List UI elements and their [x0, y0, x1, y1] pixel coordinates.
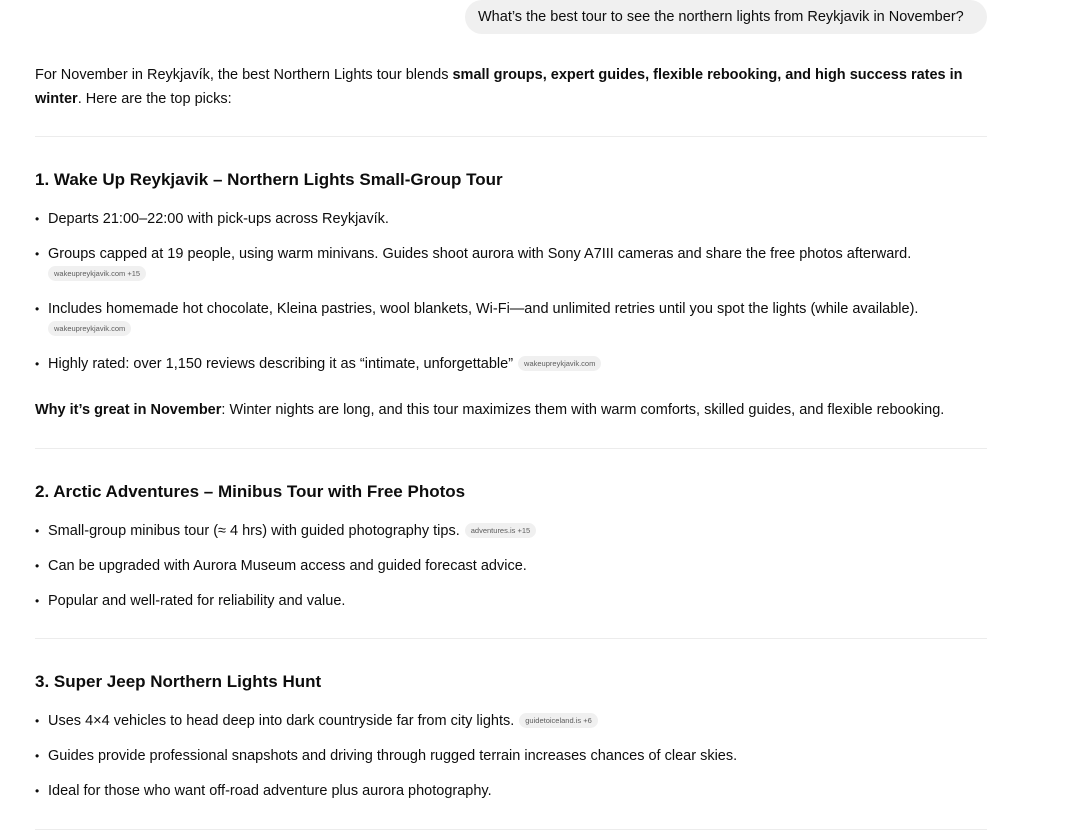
list-item-text: Can be upgraded with Aurora Museum access and guided forecast advice.: [48, 558, 527, 574]
bullet-dot: •: [35, 302, 40, 316]
list-item-text: Small-group minibus tour (≈ 4 hrs) with guided photography tips.: [48, 523, 460, 539]
why-text: : Winter nights are long, and this tour maximizes them with warm comforts, skilled guides, and flexible rebooking.: [221, 402, 945, 418]
user-message-text: What’s the best tour to see the northern lights from Reykjavik in November?: [478, 9, 964, 25]
section-divider: [35, 638, 987, 639]
source-chip[interactable]: wakeupreykjavik.com: [518, 356, 601, 371]
source-chip[interactable]: guidetoiceland.is +6: [519, 713, 598, 728]
section-divider: [35, 448, 987, 449]
bullet-dot: •: [35, 559, 40, 573]
section-divider: [35, 136, 987, 137]
bullet-dot: •: [35, 749, 40, 763]
source-chip[interactable]: wakeupreykjavik.com: [48, 321, 131, 336]
list-item: [35, 590, 987, 612]
section-heading-super-jeep: 3. Super Jeep Northern Lights Hunt: [35, 672, 322, 691]
section-divider: [35, 829, 987, 830]
list-item-text: Uses 4×4 vehicles to head deep into dark countryside far from city lights.: [48, 713, 515, 729]
list-item: [35, 710, 987, 732]
intro-prefix: For November in Reykjavík, the best Northern Lights tour blends: [35, 67, 453, 83]
source-chip[interactable]: adventures.is +15: [465, 523, 536, 538]
list-item: [35, 520, 987, 542]
list-item: [35, 780, 987, 802]
bullet-dot: •: [35, 594, 40, 608]
list-item-text: Highly rated: over 1,150 reviews describing it as “intimate, unforgettable”: [48, 356, 514, 372]
list-item-text: Popular and well-rated for reliability and value.: [48, 593, 346, 609]
bullet-dot: •: [35, 784, 40, 798]
bullet-dot: •: [35, 714, 40, 728]
bullet-dot: •: [35, 247, 40, 261]
list-item: [35, 745, 987, 767]
list-item-text: Departs 21:00–22:00 with pick-ups across Reykjavík.: [48, 211, 389, 227]
list-item: [35, 353, 987, 375]
list-item: [35, 298, 987, 320]
list-item-text: Guides provide professional snapshots and driving through rugged terrain increases chances of clear skies.: [48, 748, 738, 764]
intro-suffix: . Here are the top picks:: [77, 91, 232, 107]
list-item: [35, 243, 987, 265]
source-chip[interactable]: wakeupreykjavik.com +15: [48, 266, 146, 281]
intro-bold: small groups, expert guides, flexible rebooking, and high success rates in winter: [35, 67, 963, 107]
assistant-intro: [35, 63, 987, 111]
list-item-text: Ideal for those who want off-road adventure plus aurora photography.: [48, 783, 492, 799]
bullet-dot: •: [35, 524, 40, 538]
why-great-paragraph: [35, 399, 995, 421]
why-label: Why it’s great in November: [35, 402, 222, 418]
list-item-text: Includes homemade hot chocolate, Kleina pastries, wool blankets, Wi-Fi—and unlimited retries until you spot the lights (while available).: [48, 301, 919, 317]
bullet-dot: •: [35, 357, 40, 371]
list-item-text: Groups capped at 19 people, using warm minivans. Guides shoot aurora with Sony A7III cameras and share the free photos afterward.: [48, 246, 912, 262]
list-item: [35, 208, 987, 230]
user-message-bubble: [465, 0, 987, 34]
bullet-dot: •: [35, 212, 40, 226]
section-heading-wake-up-reykjavik: 1. Wake Up Reykjavik – Northern Lights Small-Group Tour: [35, 170, 503, 189]
list-item: [35, 555, 987, 577]
section-heading-arctic-adventures: 2. Arctic Adventures – Minibus Tour with Free Photos: [35, 482, 466, 501]
